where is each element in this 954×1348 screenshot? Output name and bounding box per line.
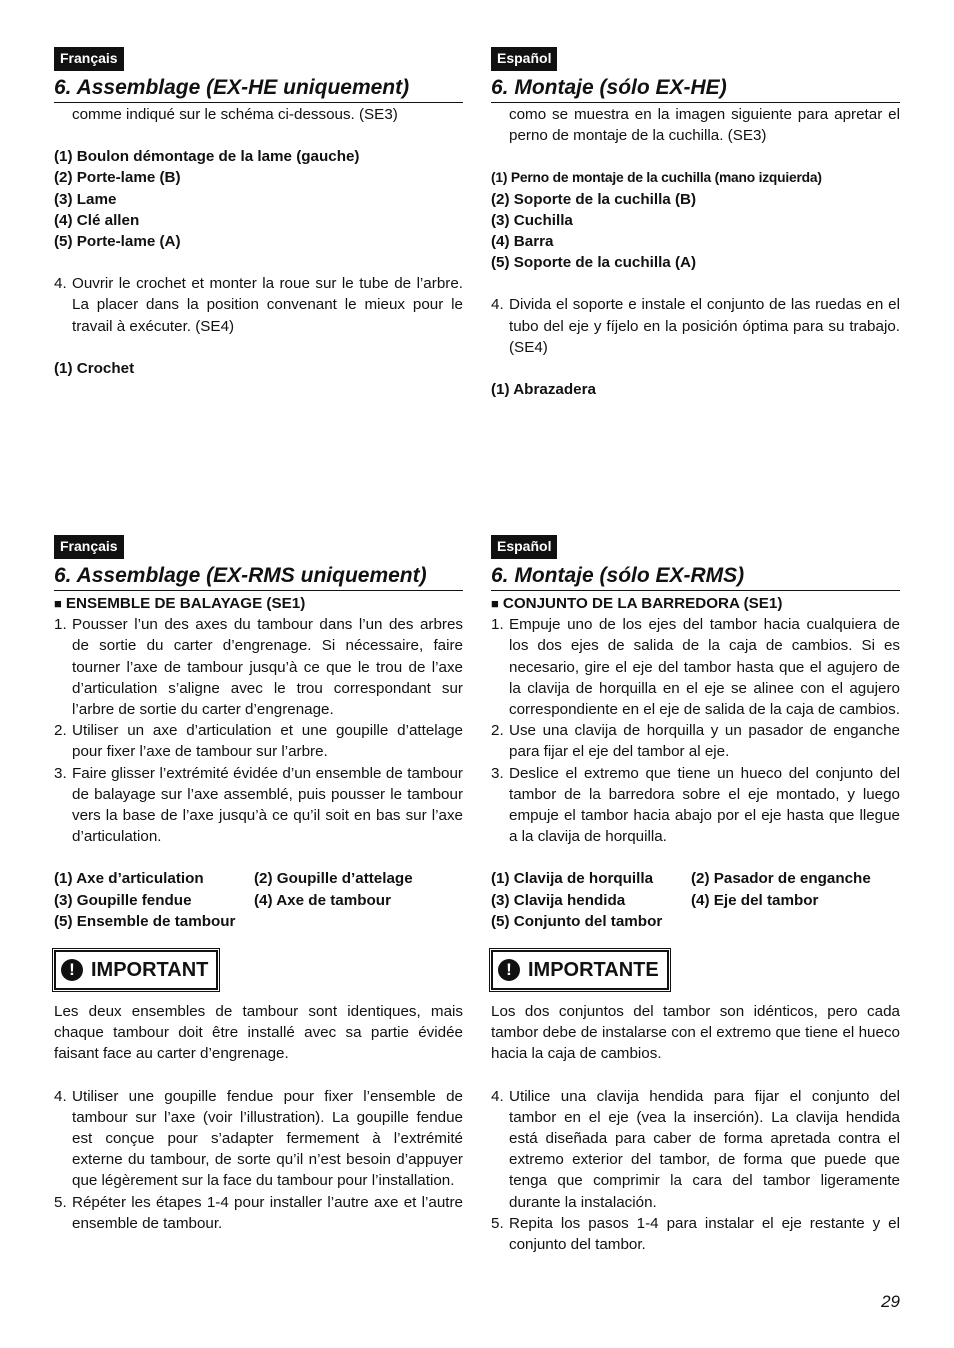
section-title: 6. Assemblage (EX-RMS uniquement) bbox=[54, 562, 463, 591]
step-number: 4. bbox=[54, 1087, 67, 1105]
step-number: 1. bbox=[491, 616, 504, 634]
square-bullet-icon: ■ bbox=[54, 596, 62, 611]
step-text: Repita los pasos 1-4 para instalar el eje restante y el conjunto del tambor. bbox=[509, 1214, 900, 1253]
language-tag: Français bbox=[54, 47, 124, 71]
subheading bbox=[54, 593, 463, 614]
legend-item: (1) Axe d’articulation bbox=[54, 870, 204, 888]
important-text: Los dos conjuntos del tambor son idénticos, pero cada tambor debe de instalarse con el extremo que tiene el hueco hacia la caja de cambios. bbox=[491, 1002, 900, 1063]
square-bullet-icon: ■ bbox=[491, 596, 499, 611]
part-item: (5) Porte-lame (A) bbox=[54, 233, 181, 251]
legend-item: (5) Conjunto del tambor bbox=[491, 913, 663, 931]
part-item: (5) Soporte de la cuchilla (A) bbox=[491, 254, 697, 272]
legend-item: (3) Clavija hendida bbox=[491, 891, 626, 909]
legend-item: (1) Crochet bbox=[54, 359, 135, 377]
top-spanish-column bbox=[491, 47, 900, 400]
step-text: Use una clavija de horquilla y un pasador de enganche para fijar el eje del tambor al eje. bbox=[509, 722, 900, 761]
legend-item: (1) Clavija de horquilla bbox=[491, 870, 654, 888]
important-box bbox=[54, 950, 218, 990]
step-number: 4. bbox=[54, 275, 67, 293]
step-3 bbox=[491, 763, 900, 848]
part-item: (2) Porte-lame (B) bbox=[54, 169, 181, 187]
step-1 bbox=[54, 614, 463, 720]
page-number: 29 bbox=[881, 1292, 900, 1311]
language-tag: Français bbox=[54, 535, 124, 559]
step-text: Empuje uno de los ejes del tambor hacia cualquiera de los dos ejes de salida de la caja de cambios. Si es necesario, gire el eje del tambor hasta que el agujero de la clavija de horquilla en el eje se alinee con el agujero correspondiente en el eje de salida de la caja de cambios. bbox=[509, 616, 900, 719]
step-5 bbox=[54, 1192, 463, 1234]
step-text: Utilice una clavija hendida para fijar el conjunto del tambor en el eje (vea la inserción). La clavija hendida está diseñada para caber de forma apretada contra el extremo exterior del tambor, de forma que puede que tenga que comprimir la cara del tambor ligeramente durante la instalación. bbox=[509, 1087, 900, 1211]
step-number: 5. bbox=[54, 1193, 67, 1211]
step-text: Utiliser un axe d’articulation et une goupille d’attelage pour fixer l’axe de tambour sur l’arbre. bbox=[72, 722, 463, 761]
step-2 bbox=[491, 720, 900, 762]
step-number: 3. bbox=[491, 764, 504, 782]
step-4 bbox=[491, 1086, 900, 1213]
step-number: 2. bbox=[54, 722, 67, 740]
step-text: Ouvrir le crochet et monter la roue sur le tube de l’arbre. La placer dans la position convenant le mieux pour le travail à exécuter. (SE4) bbox=[72, 275, 463, 335]
step-text: Divida el soporte e instale el conjunto de las ruedas en el tubo del eje y fíjelo en la posición óptima para su trabajo. (SE4) bbox=[509, 296, 900, 356]
parts-list bbox=[54, 146, 463, 252]
important-box bbox=[491, 950, 669, 990]
legend-item: (1) Abrazadera bbox=[491, 381, 596, 399]
step-number: 1. bbox=[54, 616, 67, 634]
intro-text: comme indiqué sur le schéma ci-dessous. (SE3) bbox=[72, 106, 398, 123]
part-item: (4) Clé allen bbox=[54, 211, 140, 229]
part-item: (3) Lame bbox=[54, 190, 117, 208]
section-title: 6. Assemblage (EX-HE uniquement) bbox=[54, 74, 463, 103]
step-4 bbox=[54, 1086, 463, 1192]
step-number: 4. bbox=[491, 296, 504, 314]
section-title: 6. Montaje (sólo EX-RMS) bbox=[491, 562, 900, 591]
subheading-text: CONJUNTO DE LA BARREDORA (SE1) bbox=[502, 595, 783, 612]
legend bbox=[491, 868, 900, 933]
part-item: (2) Soporte de la cuchilla (B) bbox=[491, 190, 697, 208]
bottom-french-column bbox=[54, 535, 463, 1234]
step-4 bbox=[54, 273, 463, 337]
step-4 bbox=[491, 294, 900, 358]
part-item: (4) Barra bbox=[491, 233, 554, 251]
legend-item: (4) Axe de tambour bbox=[254, 891, 391, 909]
legend-item: (4) Eje del tambor bbox=[691, 891, 819, 909]
section-title: 6. Montaje (sólo EX-HE) bbox=[491, 74, 900, 103]
legend-item: (2) Pasador de enganche bbox=[691, 870, 871, 888]
step-5 bbox=[491, 1213, 900, 1255]
parts-list bbox=[491, 167, 900, 273]
step-1 bbox=[491, 614, 900, 720]
exclamation-icon: ! bbox=[498, 959, 520, 981]
important-text: Les deux ensembles de tambour sont identiques, mais chaque tambour doit être installé avec sa partie évidée faisant face au carter d’engrenage. bbox=[54, 1002, 463, 1063]
step-3 bbox=[54, 763, 463, 848]
subheading bbox=[491, 593, 900, 614]
part-item: (1) Perno de montaje de la cuchilla (mano izquierda) bbox=[491, 170, 822, 186]
important-label: IMPORTANT bbox=[91, 958, 209, 981]
bottom-spanish-column bbox=[491, 535, 900, 1255]
language-tag: Español bbox=[491, 47, 557, 71]
exclamation-icon: ! bbox=[61, 959, 83, 981]
top-french-column bbox=[54, 47, 463, 379]
step-number: 5. bbox=[491, 1214, 504, 1232]
step-number: 2. bbox=[491, 722, 504, 740]
language-tag: Español bbox=[491, 535, 557, 559]
subheading-text: ENSEMBLE DE BALAYAGE (SE1) bbox=[65, 595, 306, 612]
step-text: Deslice el extremo que tiene un hueco del conjunto del tambor de la barredora sobre el eje montado, y luego empuje el tambor hacia abajo por el eje hasta que llegue a la clavija de horquilla. bbox=[509, 764, 900, 846]
step-number: 3. bbox=[54, 764, 67, 782]
part-item: (3) Cuchilla bbox=[491, 211, 573, 229]
step-text: Utiliser une goupille fendue pour fixer l’ensemble de tambour sur l’axe (voir l’illustration). La goupille fendue est conçue pour s’adapter fermement à l’extrémité externe du tambour, de sorte qu’il n’est besoin d’appuyer que légèrement sur la face du tambour pour l’installation. bbox=[72, 1087, 463, 1190]
step-number: 4. bbox=[491, 1087, 504, 1105]
part-item: (1) Boulon démontage de la lame (gauche) bbox=[54, 148, 360, 166]
intro-text: como se muestra en la imagen siguiente para apretar el perno de montaje de la cuchilla. (SE3) bbox=[509, 106, 900, 145]
step-text: Pousser l’un des axes du tambour dans l’un des arbres de sortie du carter d’engrenage. Si nécessaire, faire tourner l’axe de tambour jusqu’à ce que le trou de l’axe d’articulation s’aligne avec le trou correspondant sur l’arbre de sortie du carter d’engrenage. bbox=[72, 616, 463, 719]
step-text: Faire glisser l’extrémité évidée d’un ensemble de tambour de balayage sur l’axe assemblé, puis pousser le tambour vers la base de l’axe jusqu’à ce qu’il soit en bas sur l’axe d’articulation. bbox=[72, 764, 463, 846]
important-label: IMPORTANTE bbox=[528, 958, 659, 981]
step-text: Répéter les étapes 1-4 pour installer l’autre axe et l’autre ensemble de tambour. bbox=[72, 1193, 463, 1232]
legend-item: (2) Goupille d’attelage bbox=[254, 870, 413, 888]
step-2 bbox=[54, 720, 463, 762]
legend-item: (5) Ensemble de tambour bbox=[54, 913, 236, 931]
legend-item: (3) Goupille fendue bbox=[54, 891, 192, 909]
legend bbox=[54, 868, 463, 933]
